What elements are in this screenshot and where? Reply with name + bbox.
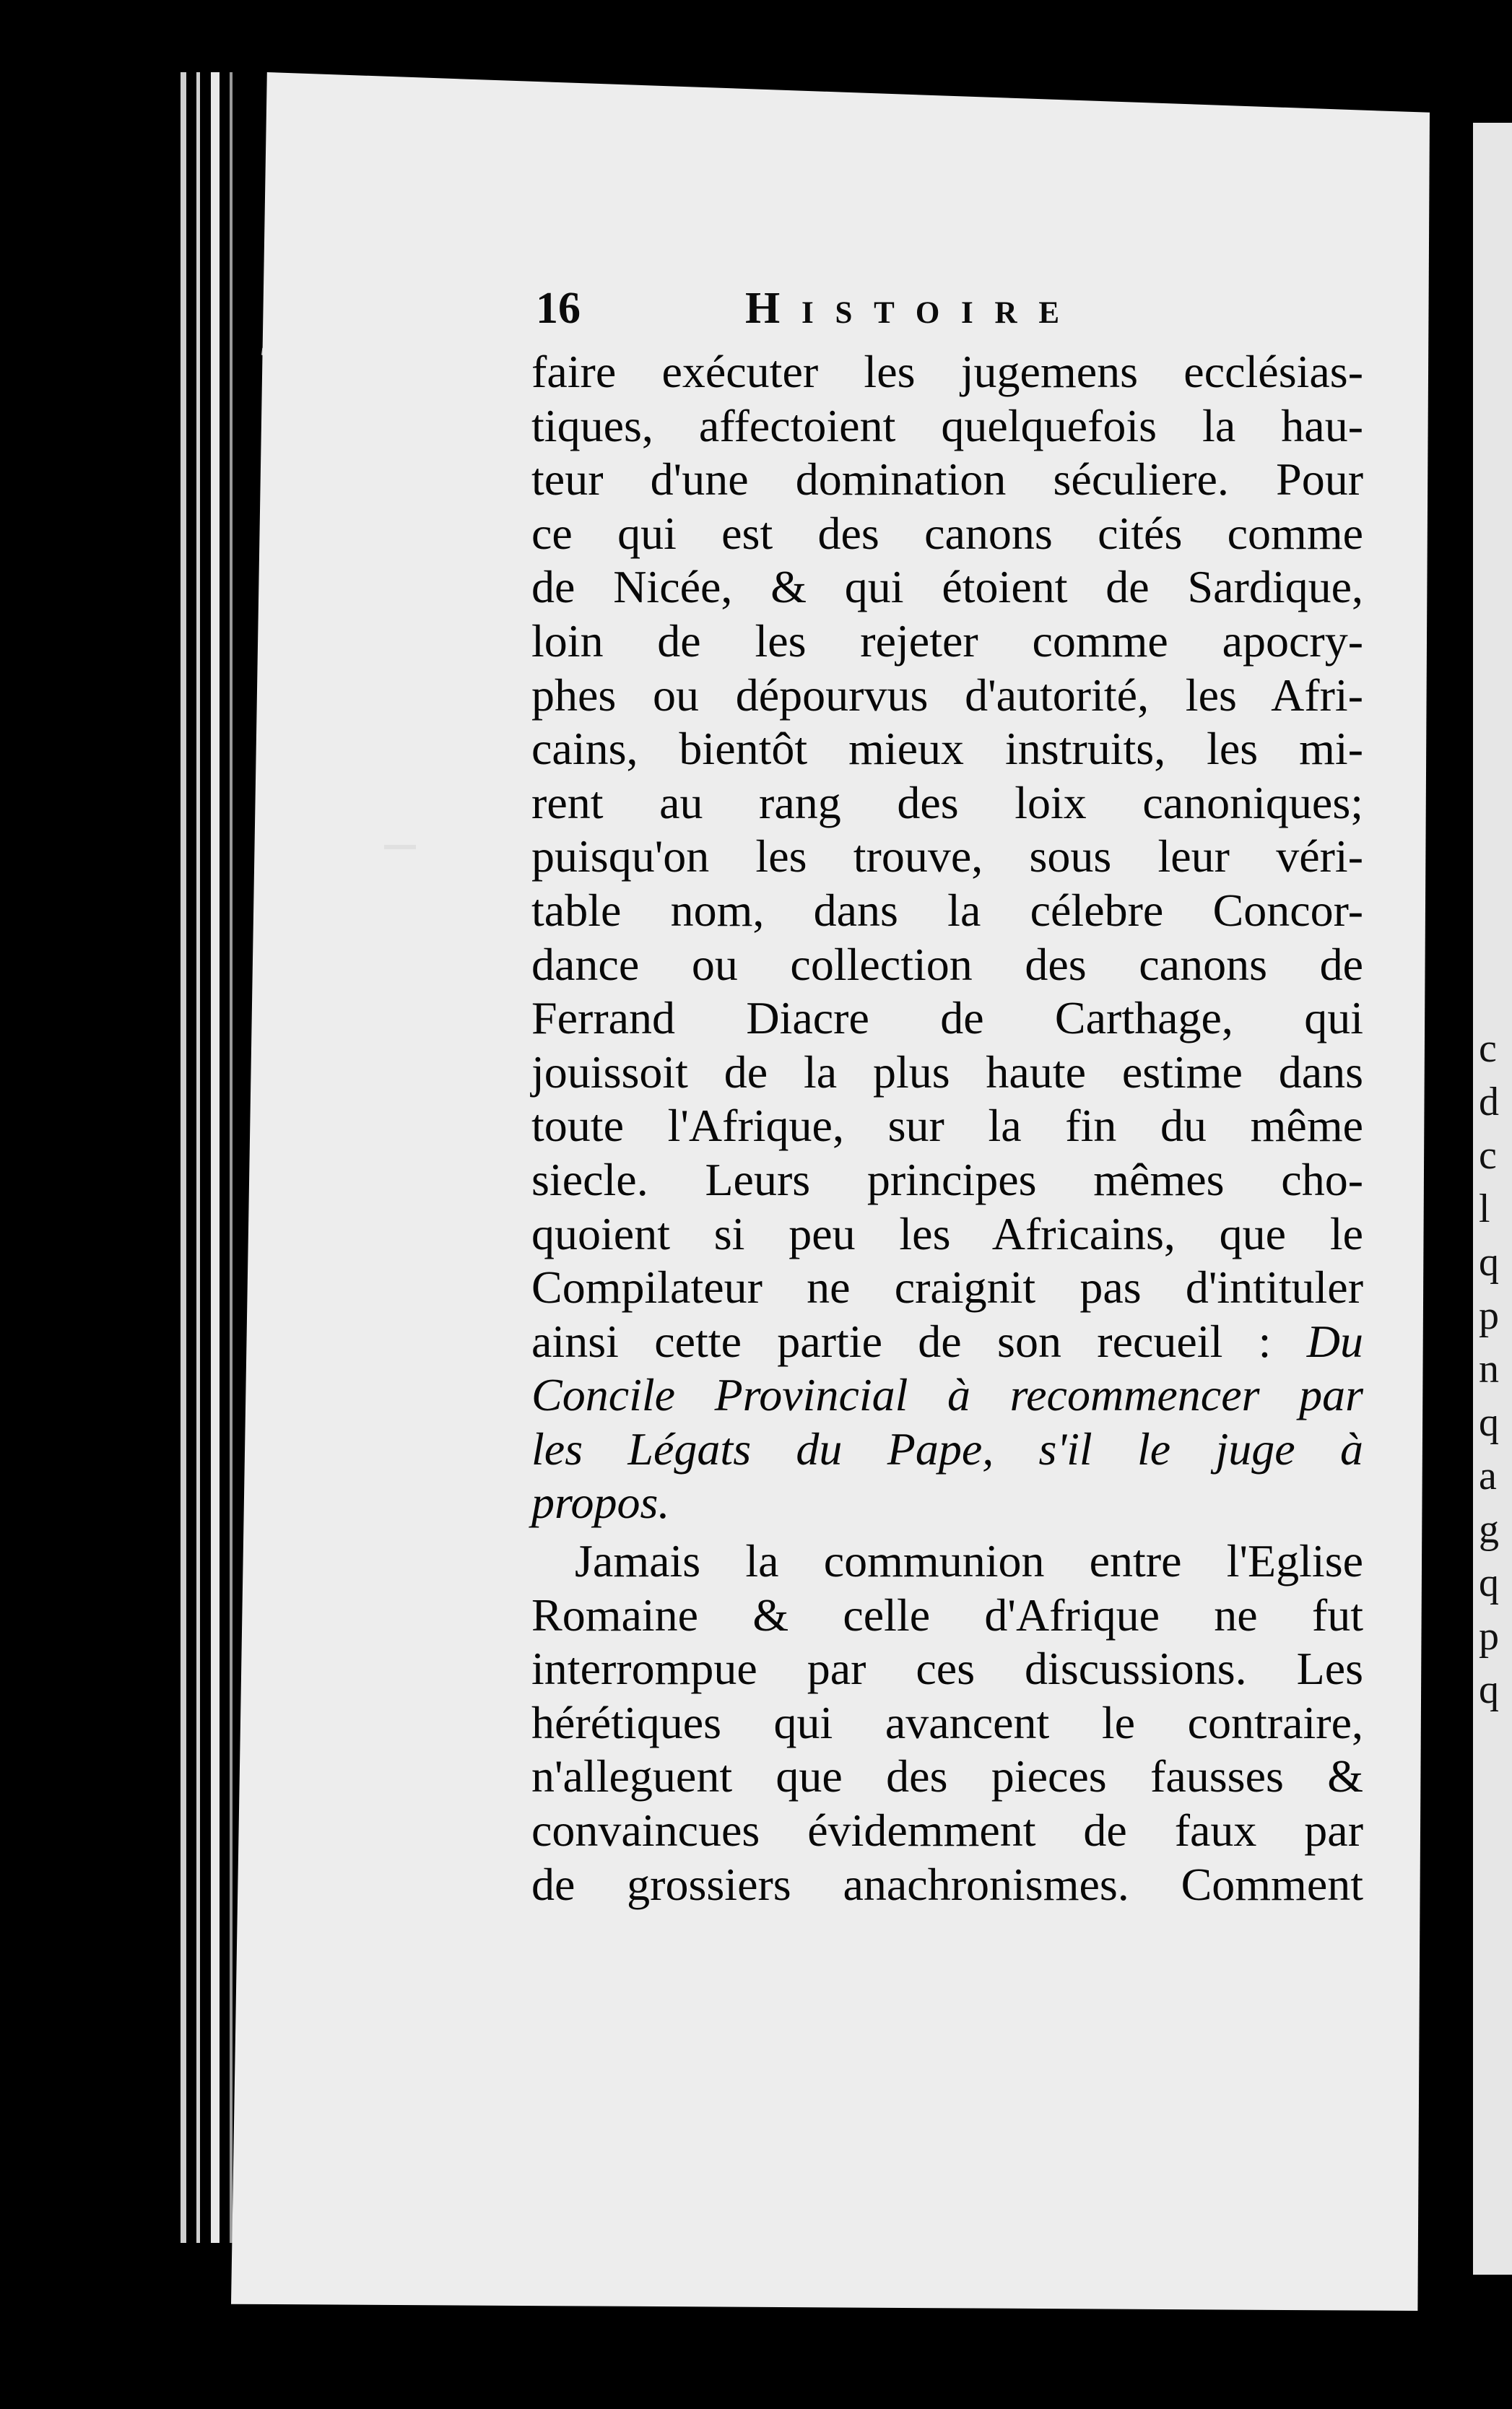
facing-page-fragment: q xyxy=(1479,1400,1499,1445)
facing-page-fragment: q xyxy=(1479,1667,1499,1712)
text-line: rent au rang des loix canoniques; xyxy=(531,776,1363,828)
page-header xyxy=(536,283,1164,341)
text-line: cains, bientôt mieux instruits, les mi- xyxy=(531,723,1363,775)
page-number: 16 xyxy=(536,284,581,333)
text-line: teur d'une domination séculiere. Pour xyxy=(531,453,1363,505)
facing-page-fragment: a xyxy=(1479,1454,1497,1498)
facing-page-fragment: l xyxy=(1479,1186,1490,1231)
facing-page-fragment: c xyxy=(1479,1133,1497,1178)
text-line: Ferrand Diacre de Carthage, qui xyxy=(531,992,1363,1044)
text-line: jouissoit de la plus haute estime dans xyxy=(531,1046,1363,1098)
facing-page-fragment: q xyxy=(1479,1240,1499,1285)
text-segment: ainsi cette partie de son recueil : xyxy=(531,1315,1272,1367)
text-line: convaincues évidemment de faux par xyxy=(531,1805,1363,1857)
facing-page-fragment: d xyxy=(1479,1080,1499,1124)
facing-page-fragment: p xyxy=(1479,1614,1499,1659)
text-line xyxy=(531,1423,1363,1477)
page-body xyxy=(531,345,1363,1911)
text-line: Jamais la communion entre l'Eglise xyxy=(575,1535,1363,1587)
text-line: quoient si peu les Africains, que le xyxy=(531,1207,1363,1259)
text-line: dance ou collection des canons de xyxy=(531,938,1363,990)
text-line: loin de les rejeter comme apocry- xyxy=(531,615,1363,667)
facing-page-fragment: g xyxy=(1479,1507,1499,1552)
text-line: table nom, dans la célebre Concor- xyxy=(531,884,1363,936)
text-line: puisqu'on les trouve, sous leur véri- xyxy=(531,830,1363,882)
margin-dash xyxy=(384,845,416,849)
text-line: ce qui est des canons cités comme xyxy=(531,507,1363,559)
facing-page-fragment: q xyxy=(1479,1561,1499,1605)
facing-page-edge xyxy=(1473,123,1512,2275)
running-title: Histoire xyxy=(745,284,1081,333)
facing-page-fragment: n xyxy=(1479,1347,1499,1392)
italic-segment: Concile Provincial à recommencer par xyxy=(531,1369,1363,1421)
text-line: Compilateur ne craignit pas d'intituler xyxy=(531,1262,1363,1314)
italic-segment: Du xyxy=(1306,1315,1364,1367)
text-line xyxy=(531,1476,1363,1530)
paragraph-1 xyxy=(531,345,1363,1530)
italic-segment: les Légats du Pape, s'il le juge à xyxy=(531,1423,1363,1475)
spine-edge-line xyxy=(230,72,233,2243)
facing-page-fragment: p xyxy=(1479,1293,1499,1338)
text-line: phes ou dépourvus d'autorité, les Afri- xyxy=(531,669,1363,721)
text-line: tiques, affectoient quelquefois la hau- xyxy=(531,399,1363,451)
paragraph-2 xyxy=(531,1535,1363,1911)
spine-edge-line xyxy=(211,72,220,2243)
text-line: n'alleguent que des pieces fausses & xyxy=(531,1750,1363,1802)
spine-edge-line xyxy=(196,72,200,2243)
facing-page-fragment: c xyxy=(1479,1026,1497,1071)
text-line xyxy=(531,1368,1363,1423)
text-line: de grossiers anachronismes. Comment xyxy=(531,1858,1363,1910)
text-line: hérétiques qui avancent le contraire, xyxy=(531,1696,1363,1748)
spine-edge-line xyxy=(181,72,186,2243)
text-line: interrompue par ces discussions. Les xyxy=(531,1643,1363,1695)
text-line: Romaine & celle d'Afrique ne fut xyxy=(531,1589,1363,1641)
text-line xyxy=(531,1315,1363,1369)
text-line: toute l'Afrique, sur la fin du même xyxy=(531,1100,1363,1152)
text-line: faire exécuter les jugemens ecclésias- xyxy=(531,346,1363,397)
italic-segment: propos. xyxy=(531,1477,670,1529)
text-line: de Nicée, & qui étoient de Sardique, xyxy=(531,561,1363,613)
text-line: siecle. Leurs principes mêmes cho- xyxy=(531,1153,1363,1205)
